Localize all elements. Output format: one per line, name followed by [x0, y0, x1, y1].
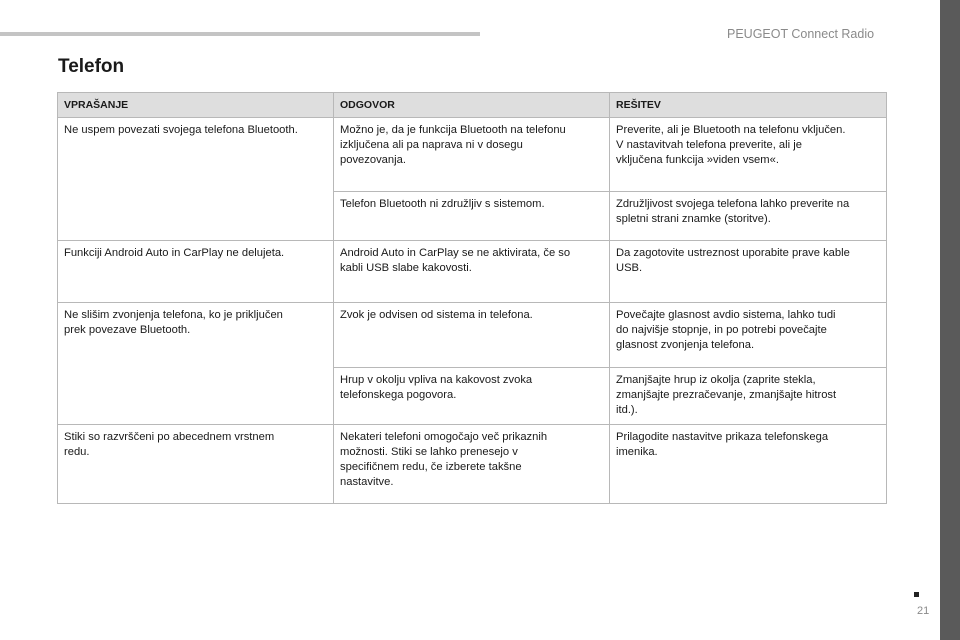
table-row	[58, 118, 887, 192]
question-cell	[58, 241, 334, 303]
answer-text: Zvok je odvisen od sistema in telefona.	[340, 309, 533, 321]
column-header-solution: REŠITEV	[610, 93, 887, 118]
header-rule	[0, 32, 480, 36]
solution-cell	[610, 192, 887, 241]
solution-cell	[610, 241, 887, 303]
question-text: Funkciji Android Auto in CarPlay ne delujeta.	[64, 247, 285, 259]
solution-text: Povečajte glasnost avdio sistema, lahko tudi do najvišje stopnje, in po potrebi povečajte glasnost zvonjenja telefona.	[616, 309, 836, 351]
solution-text: Da zagotovite ustreznost uporabite prave kable USB.	[616, 247, 850, 274]
solution-cell	[610, 425, 887, 504]
question-cell	[58, 118, 334, 241]
question-text: Stiki so razvrščeni po abecednem vrstnem redu.	[64, 431, 275, 458]
answer-text: Hrup v okolju vpliva na kakovost zvoka telefonskega pogovora.	[340, 374, 533, 401]
column-header-question: VPRAŠANJE	[58, 93, 334, 118]
answer-text: Telefon Bluetooth ni združljiv s sistemom.	[340, 198, 545, 210]
answer-cell	[334, 192, 610, 241]
answer-cell	[334, 241, 610, 303]
answer-text: Android Auto in CarPlay se ne aktivirata, če so kabli USB slabe kakovosti.	[340, 247, 571, 274]
question-text: Ne uspem povezati svojega telefona Bluetooth.	[64, 124, 298, 136]
question-cell	[58, 425, 334, 504]
question-text: Ne slišim zvonjenja telefona, ko je priključen prek povezave Bluetooth.	[64, 309, 283, 336]
solution-cell	[610, 118, 887, 192]
corner-square-marker	[914, 592, 919, 597]
solution-text: Združljivost svojega telefona lahko preverite na spletni strani znamke (storitve).	[616, 198, 850, 225]
question-cell	[58, 303, 334, 425]
page-title: Telefon	[58, 56, 125, 77]
table-row	[58, 425, 887, 504]
answer-cell	[334, 303, 610, 368]
page-number: 21	[917, 605, 930, 617]
answer-text: Možno je, da je funkcija Bluetooth na telefonu izključena ali pa naprava ni v dosegu povezovanja.	[340, 124, 566, 166]
column-header-answer: ODGOVOR	[334, 93, 610, 118]
answer-cell	[334, 118, 610, 192]
product-title: PEUGEOT Connect Radio	[727, 27, 875, 41]
solution-text: Zmanjšajte hrup iz okolja (zaprite stekla, zmanjšajte prezračevanje, zmanjšajte hitrost itd.).	[616, 374, 837, 416]
chapter-side-bar	[940, 0, 960, 640]
table-row	[58, 241, 887, 303]
solution-cell	[610, 303, 887, 368]
table-row	[58, 303, 887, 368]
answer-text: Nekateri telefoni omogočajo več prikaznih možnosti. Stiki se lahko prenesejo v specifičnem redu, če izberete takšne nastavitve.	[340, 431, 548, 488]
solution-text: Prilagodite nastavitve prikaza telefonskega imenika.	[616, 431, 829, 458]
solution-cell	[610, 368, 887, 425]
troubleshooting-table	[57, 92, 887, 504]
solution-text: Preverite, ali je Bluetooth na telefonu vključen. V nastavitvah telefona preverite, ali je vključena funkcija »viden vsem«.	[616, 124, 846, 166]
table-header-row	[58, 93, 887, 118]
answer-cell	[334, 368, 610, 425]
answer-cell	[334, 425, 610, 504]
